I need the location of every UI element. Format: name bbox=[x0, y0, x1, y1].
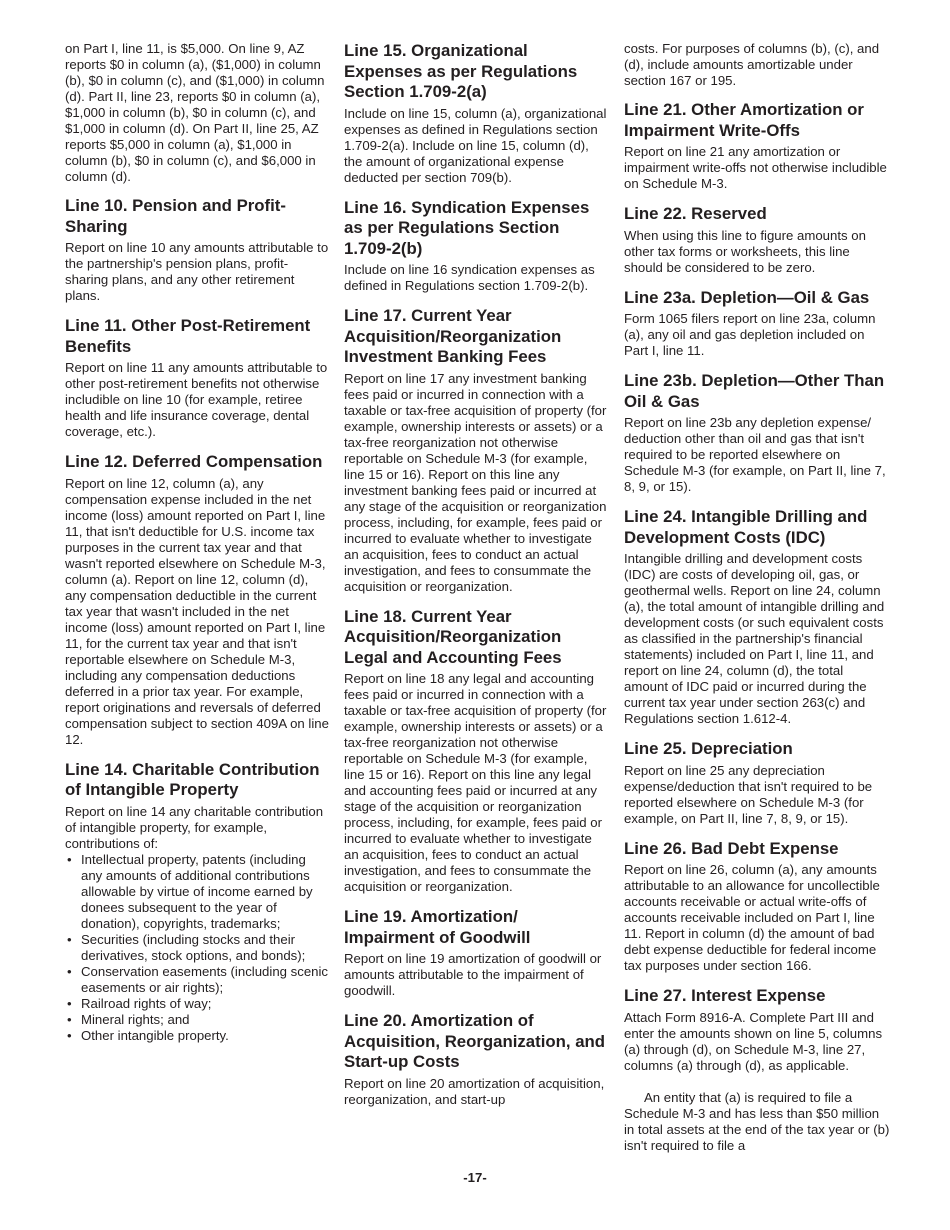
list-item: • Other intangible property. bbox=[65, 1028, 330, 1044]
section-heading: Line 20. Amortization of Acquisition, Reorganization, and Start-up Costs bbox=[344, 1011, 606, 1071]
section-line-23b bbox=[624, 371, 890, 495]
section-heading: Line 26. Bad Debt Expense bbox=[624, 838, 839, 858]
section-heading: Line 14. Charitable Contribution of Intangible Property bbox=[65, 759, 320, 799]
section-heading: Line 15. Organizational Expenses as per Regulations Section 1.709-2(a) bbox=[344, 41, 578, 101]
section-heading: Line 23a. Depletion—Oil & Gas bbox=[624, 287, 870, 307]
section-line-11 bbox=[65, 316, 330, 440]
paragraph: costs. For purposes of columns (b), (c), and (d), include amounts amortizable under section 167 or 195. bbox=[624, 41, 880, 88]
paragraph: Report on line 12, column (a), any compensation expense included in the net income (loss) amount reported on Part I, line 11, that isn't deductible for U.S. income tax purposes in the current tax year and that wasn't reported elsewhere on Schedule M-3, column (a). Report on line 12, column (d), any compensation deductible in the current tax year that wasn't included in the net income (loss) amount reported on Part I, line 11, for the current tax year and that isn't reportable elsewhere on Schedule M-3, including any compensation deductions deferred in a prior tax year. For example, report originations and reversals of deferred compensation subject to section 409A on line 12. bbox=[65, 475, 329, 747]
paragraph: Intangible drilling and development costs (IDC) are costs of developing oil, gas, or geothermal wells. Report on line 24, column (a), the total amount of intangible drilling and development costs (or such equivalent costs as classified in the partnership's financial statements) included on Part I, line 11, and report on line 24, column (d), the total amount of IDC paid or incurred during the current tax year under section 263(c) and Regulations section 1.612-4. bbox=[624, 551, 885, 726]
paragraph: When using this line to figure amounts on other tax forms or worksheets, this line should be considered to be zero. bbox=[624, 227, 866, 275]
paragraph: Form 1065 filers report on line 23a, column (a), any oil and gas depletion included on Part I, line 11. bbox=[624, 311, 876, 358]
paragraph: Report on line 25 any depreciation expense/deduction that isn't required to be reported elsewhere on Schedule M-3 (for example, on Part II, line 7, 8, 9, or 15). bbox=[624, 762, 873, 826]
paragraph: Report on line 19 amortization of goodwill or amounts attributable to the impairment of goodwill. bbox=[344, 951, 602, 998]
paragraph: Report on line 17 any investment banking fees paid or incurred in connection with a taxable or tax-free acquisition of property (for example, ownership interests or assets) or a tax-free reorganization not otherwise reportable on Schedule M-3 (for example, line 15 or 16). Report on this line any investment banking fees paid or incurred at any stage of the acquisition or reorganization process, including, for example, fees paid or incurred to evaluate whether to investigate an acquisition, fees to conduct an actual investigation, and fees to consummate the acquisition or reorganization. bbox=[344, 370, 607, 594]
section-heading: Line 23b. Depletion—Other Than Oil & Gas bbox=[624, 371, 885, 411]
paragraph: Report on line 11 any amounts attributable to other post-retirement benefits not otherwise includible on line 10 (for example, retiree health and life insurance coverage, dental coverage, etc.). bbox=[65, 360, 328, 439]
section-heading: Line 27. Interest Expense bbox=[624, 986, 826, 1005]
section-line-27 bbox=[624, 986, 890, 1154]
list-item: • Securities (including stocks and their derivatives, stock options, and bonds); bbox=[65, 932, 330, 964]
section-line-14 bbox=[65, 760, 330, 1044]
page-number: -17- bbox=[463, 1170, 487, 1185]
section-heading: Line 12. Deferred Compensation bbox=[65, 452, 323, 471]
section-line-20 bbox=[344, 1011, 609, 1108]
section-line-16 bbox=[344, 198, 609, 295]
paragraph: Attach Form 8916-A. Complete Part III and enter the amounts shown on line 5, columns (a) through (d), on Schedule M-3, line 27, columns (a) through (d), as applicable. bbox=[624, 1009, 883, 1073]
section-line-25 bbox=[624, 739, 890, 827]
list-item: • Intellectual property, patents (including any amounts of additional contributions allowable by virtue of income earned by donees subsequent to the year of donation), copyrights, trademarks; bbox=[65, 852, 330, 932]
section-heading: Line 24. Intangible Drilling and Development Costs (IDC) bbox=[624, 507, 868, 547]
paragraph: Include on line 15, column (a), organizational expenses as defined in Regulations section 1.709-2(a). Include on line 15, column (d), the amount of organizational expense deducted per section 709(b). bbox=[344, 105, 607, 185]
paragraph: Report on line 14 any charitable contribution of intangible property, for example, contributions of: bbox=[65, 803, 324, 851]
continued-text bbox=[624, 41, 890, 89]
paragraph: Report on line 21 any amortization or impairment write-offs not otherwise includible on Schedule M-3. bbox=[624, 144, 887, 191]
section-heading: Line 19. Amortization/ Impairment of Goodwill bbox=[344, 907, 531, 947]
section-heading: Line 18. Current Year Acquisition/Reorganization Legal and Accounting Fees bbox=[344, 606, 562, 667]
section-heading: Line 25. Depreciation bbox=[624, 739, 793, 758]
column-3 bbox=[624, 41, 890, 1166]
paragraph: on Part I, line 11, is $5,000. On line 9, AZ reports $0 in column (a), ($1,000) in column (b), $0 in column (c), and ($1,000) in column (d). Part II, line 23, reports $0 in column (a), $1,000 in column (b), $0 in column (c), and $1,000 in column (d). On Part II, line 25, AZ reports $5,000 in column (a), $1,000 in column (b), $0 in column (c), and $6,000 in column (d). bbox=[65, 41, 325, 184]
list-item: • Conservation easements (including scenic easements or air rights); bbox=[65, 964, 330, 996]
section-heading: Line 11. Other Post-Retirement Benefits bbox=[65, 316, 311, 356]
section-heading: Line 22. Reserved bbox=[624, 204, 767, 223]
section-heading: Line 21. Other Amortization or Impairment Write-Offs bbox=[624, 100, 864, 140]
section-line-21 bbox=[624, 100, 890, 192]
paragraph: Report on line 23b any depletion expense/ deduction other than oil and gas that isn't required to be reported elsewhere on Schedule M-3 (for example, on Part II, line 7, 8, 9, or 15). bbox=[624, 415, 886, 494]
paragraph: Include on line 16 syndication expenses as defined in Regulations section 1.709-2(b). bbox=[344, 262, 595, 293]
paragraph: Report on line 18 any legal and accounting fees paid or incurred in connection with a taxable or tax-free acquisition of property (for example, ownership interests or assets) or a tax-free reorganization not otherwise reportable on Schedule M-3 (for example, line 15 or 16). Report on this line any legal and accounting fees paid or incurred at any stage of the acquisition or reorganization process, including, for example, fees paid or incurred to evaluate whether to investigate an acquisition, fees to conduct an actual investigation, and fees to consummate the acquisition or reorganization. bbox=[344, 671, 607, 894]
section-line-23a bbox=[624, 288, 890, 360]
continued-text bbox=[65, 41, 330, 185]
section-line-17 bbox=[344, 306, 609, 595]
column-2 bbox=[344, 41, 609, 1120]
section-line-12 bbox=[65, 452, 330, 748]
section-line-26 bbox=[624, 839, 890, 975]
list-item: • Mineral rights; and bbox=[65, 1012, 330, 1028]
section-line-24 bbox=[624, 507, 890, 727]
section-line-22 bbox=[624, 204, 890, 276]
section-line-18 bbox=[344, 607, 609, 896]
section-heading: Line 10. Pension and Profit-Sharing bbox=[65, 196, 286, 236]
section-heading: Line 16. Syndication Expenses as per Regulations Section 1.709-2(b) bbox=[344, 197, 590, 258]
section-line-15 bbox=[344, 41, 609, 186]
section-line-19 bbox=[344, 907, 609, 999]
paragraph: An entity that (a) is required to file a Schedule M-3 and has less than $50 million in total assets at the end of the tax year or (b) isn't required to file a bbox=[624, 1089, 890, 1153]
list-item: • Railroad rights of way; bbox=[65, 996, 330, 1012]
bullet-list bbox=[65, 852, 330, 1044]
section-heading: Line 17. Current Year Acquisition/Reorganization Investment Banking Fees bbox=[344, 306, 562, 366]
section-line-10 bbox=[65, 196, 330, 304]
paragraph: Report on line 26, column (a), any amounts attributable to an allowance for uncollectible accounts receivable or actual write-offs of accounts receivable included on Part I, line 11. Report in column (d) the amount of bad debt expense deductible for federal income tax purposes under section 166. bbox=[624, 862, 880, 973]
column-1 bbox=[65, 41, 330, 1056]
paragraph: Report on line 10 any amounts attributable to the partnership's pension plans, profit-sharing plans, and any other retirement plans. bbox=[65, 240, 329, 303]
paragraph: Report on line 20 amortization of acquisition, reorganization, and start-up bbox=[344, 1075, 605, 1107]
